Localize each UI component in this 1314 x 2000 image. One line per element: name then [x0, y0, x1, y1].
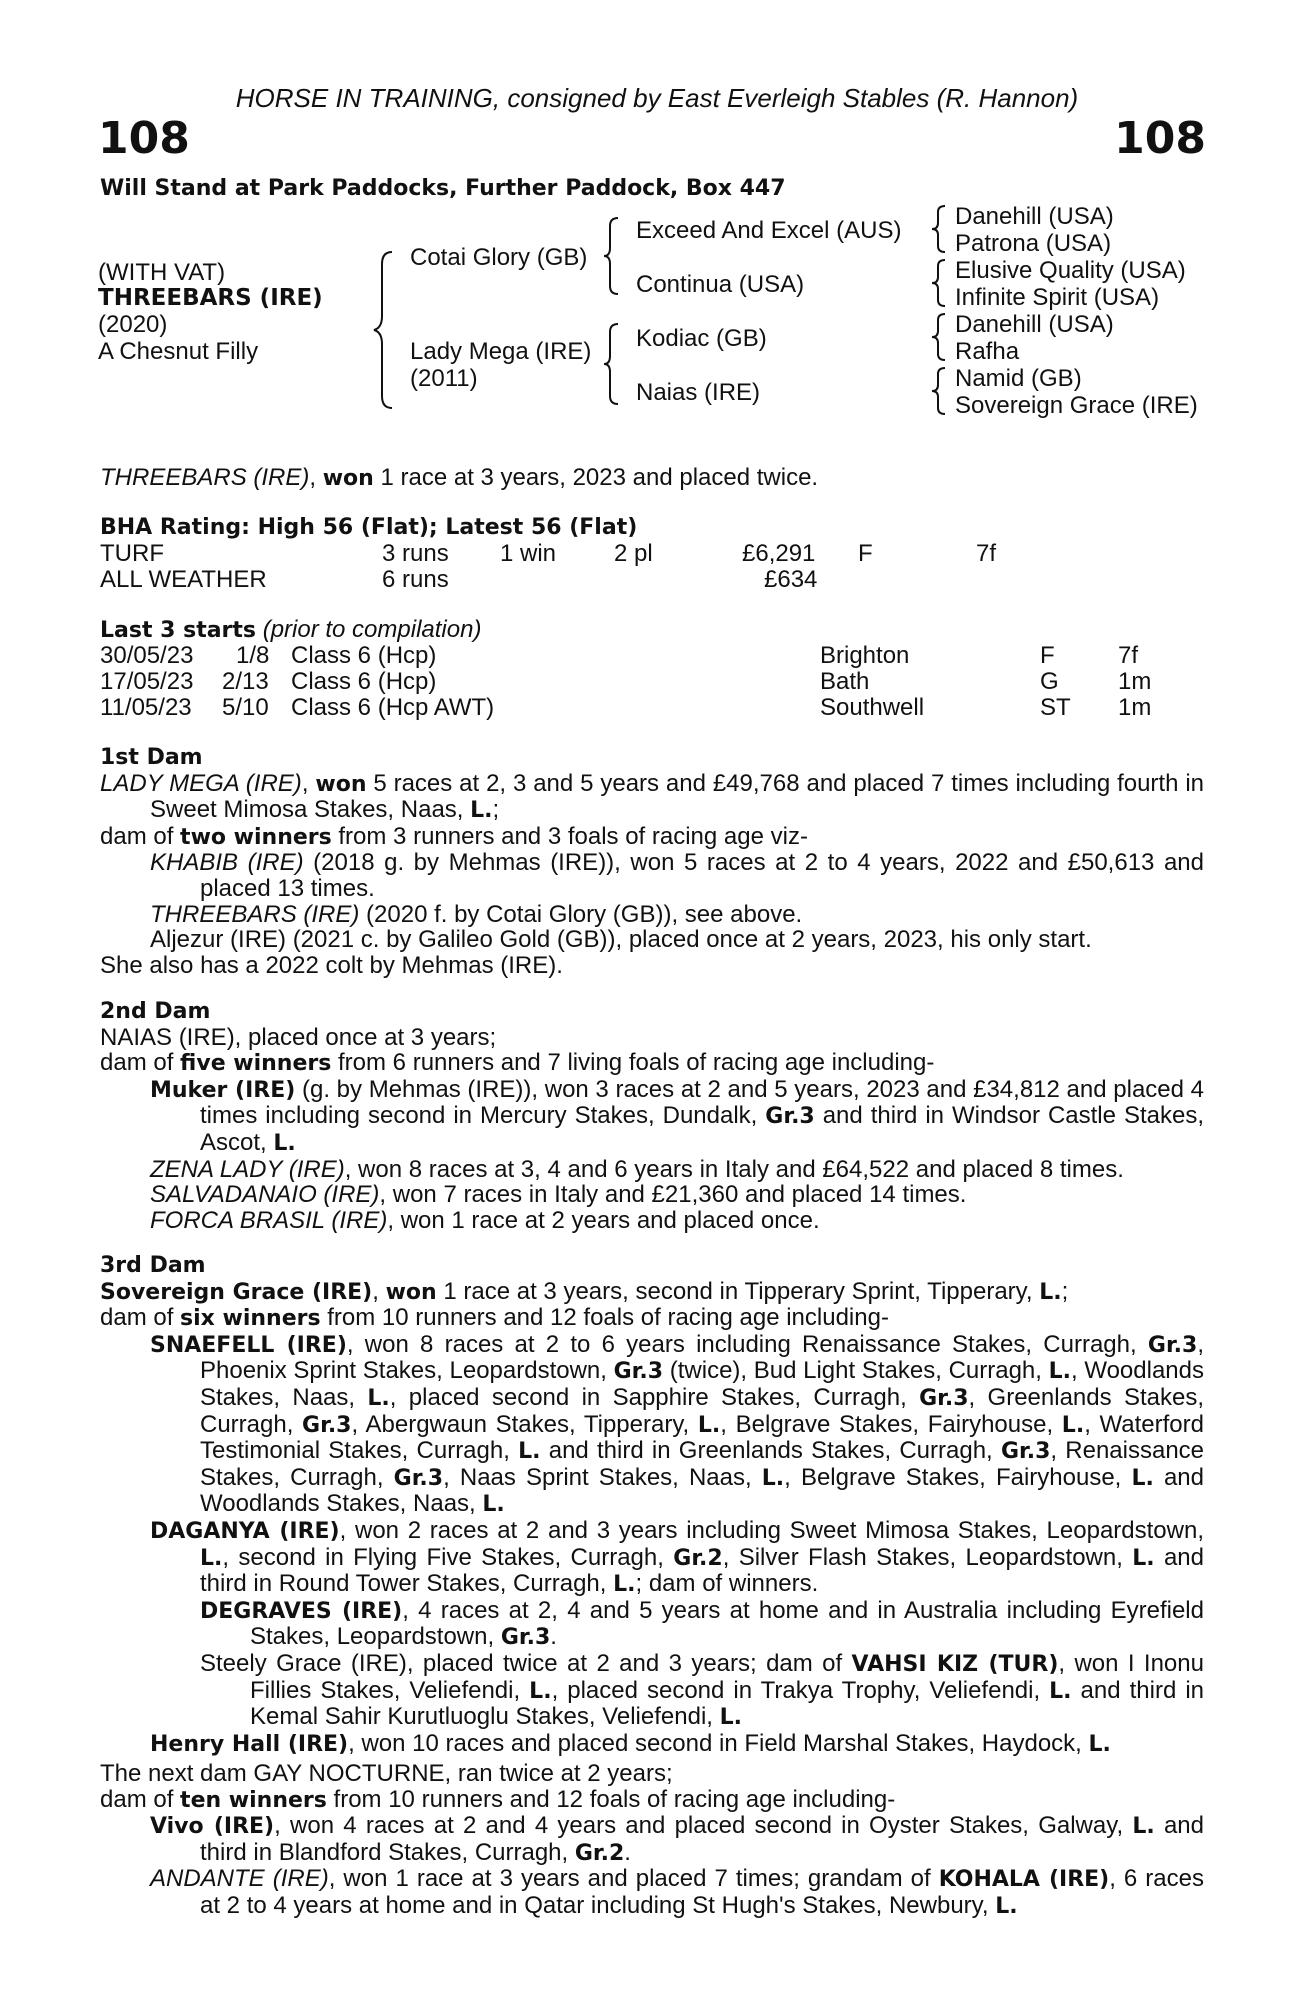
produce-name: ZENA LADY (IRE): [150, 1155, 345, 1183]
second-dam-produce: [100, 1050, 1204, 1077]
sep: ,: [372, 1277, 386, 1305]
start-1-going: F: [1040, 642, 1055, 669]
horse-year: (2020): [98, 311, 168, 338]
winners-count: two winners: [180, 824, 332, 850]
second-dam-record: NAIAS (IRE), placed once at 3 years;: [100, 1023, 497, 1051]
start-3-dist: 1m: [1118, 694, 1152, 721]
winners-count: ten winners: [180, 1787, 327, 1813]
race-grade: Gr.3: [765, 1104, 815, 1130]
produce-degraves: [100, 1598, 1204, 1651]
g: L.: [995, 1893, 1018, 1919]
produce-text: from 3 runners and 3 foals of racing age viz-: [331, 822, 808, 850]
second-dam-section: [100, 999, 1204, 1233]
t: and third in Blandford Stakes, Curragh,: [200, 1812, 1205, 1866]
record-text: 1 race at 3 years, second in Tipperary Sprint, Tipperary,: [436, 1277, 1040, 1305]
lot-number-right: 108: [1114, 113, 1206, 164]
pedigree-brace-main: [370, 250, 398, 410]
first-dam-note: She also has a 2022 colt by Mehmas (IRE).: [100, 951, 563, 979]
pedigree-brace-g3: [928, 312, 950, 362]
next-dam-record: The next dam GAY NOCTURNE, ran twice at 2 years;: [100, 1760, 673, 1787]
t: .: [624, 1838, 631, 1866]
horse-description: A Chesnut Filly: [98, 338, 259, 365]
start-1-pos: 1/8: [236, 642, 270, 669]
rating-aw-prize: £634: [764, 566, 818, 593]
g: Gr.3: [393, 1465, 444, 1491]
start-2-class: Class 6 (Hcp): [291, 668, 437, 695]
t: , won 8 races at 2 to 6 years including Renaissance Stakes, Curragh,: [346, 1330, 1148, 1358]
pedigree-dsd: Rafha: [955, 338, 1020, 365]
start-2-course: Bath: [820, 668, 870, 695]
pedigree-brace-g2: [928, 258, 950, 308]
produce-snaefell: [100, 1332, 1204, 1518]
produce-name: SNAEFELL (IRE): [150, 1332, 347, 1358]
last-starts-title: Last 3 starts: [100, 618, 257, 643]
last-starts-note: (prior to compilation): [262, 616, 482, 643]
produce-name: Muker (IRE): [150, 1077, 296, 1103]
produce-andante: [100, 1866, 1204, 1919]
produce-name: FORCA BRASIL (IRE): [150, 1206, 388, 1234]
start-1-class: Class 6 (Hcp): [291, 642, 437, 669]
t: , Waterford Testimonial Stakes, Curragh,: [200, 1410, 1204, 1465]
produce-name: SALVADANAIO (IRE): [150, 1181, 380, 1209]
produce-forca-brasil: [100, 1208, 1204, 1234]
t: and third in Round Tower Stakes, Curragh,: [200, 1543, 1205, 1598]
t: , Naas Sprint Stakes, Naas,: [443, 1463, 762, 1491]
pedigree-dds: Namid (GB): [955, 365, 1082, 392]
vat-status: (WITH VAT): [98, 259, 226, 286]
pedigree-sss: Danehill (USA): [955, 203, 1114, 230]
pedigree-dss: Danehill (USA): [955, 311, 1114, 338]
race-grade: L.: [1039, 1279, 1062, 1305]
dam-of: dam of: [100, 822, 181, 850]
t: , Abergwaun Stakes, Tipperary,: [351, 1410, 698, 1438]
t: , Belgrave Stakes, Fairyhouse,: [784, 1463, 1132, 1491]
t: Steely Grace (IRE), placed twice at 2 and 3 years; dam of: [200, 1649, 852, 1677]
sep: ,: [301, 769, 316, 797]
next-dam-section: [100, 1761, 1204, 1920]
start-3-class: Class 6 (Hcp AWT): [291, 694, 495, 721]
produce-salvadanaio: [100, 1182, 1204, 1208]
winners-count: five winners: [180, 1051, 332, 1077]
produce-muker: [100, 1077, 1204, 1157]
pedigree-brace-g4: [928, 366, 950, 416]
t: , second in Flying Five Stakes, Curragh,: [222, 1543, 674, 1571]
pedigree-sire: Cotai Glory (GB): [410, 244, 588, 271]
g: Gr.2: [673, 1545, 723, 1571]
start-1-dist: 7f: [1118, 642, 1139, 669]
rating-turf-wins: 1 win: [500, 540, 557, 567]
sep: ;: [1061, 1277, 1069, 1305]
pedigree-brace-g1: [928, 204, 950, 254]
t: , 6 races at 2 to 4 years at home and in Qatar including St Hugh's Stakes, Newbury,: [200, 1865, 1204, 1919]
produce-text: , won 8 races at 3, 4 and 6 years in Italy and £64,522 and placed 8 times.: [344, 1155, 1124, 1183]
g: L.: [200, 1545, 223, 1571]
g: L.: [719, 1705, 742, 1731]
start-2-dist: 1m: [1118, 668, 1152, 695]
pedigree-ssd: Patrona (USA): [955, 230, 1112, 257]
produce-name: DAGANYA (IRE): [150, 1518, 340, 1544]
rating-turf-runs: 3 runs: [382, 540, 449, 567]
produce-text: from 6 runners and 7 living foals of racing age including-: [331, 1049, 935, 1077]
produce-name: DEGRAVES (IRE): [200, 1598, 403, 1624]
summary-rest: 1 race at 3 years, 2023 and placed twice.: [373, 464, 819, 491]
t: , won 4 races at 2 and 4 years and placed second in Oyster Stakes, Galway,: [274, 1812, 1133, 1840]
pedigree-sire-dam: Continua (USA): [636, 271, 805, 298]
produce-name: KHABIB (IRE): [150, 849, 304, 877]
produce-name: Vivo (IRE): [150, 1814, 275, 1840]
rating-aw-surface: ALL WEATHER: [100, 566, 267, 593]
g: L.: [697, 1412, 721, 1438]
t: , won 1 race at 3 years and placed 7 times; grandam of: [328, 1865, 939, 1893]
t: , Belgrave Stakes, Fairyhouse,: [720, 1410, 1062, 1438]
horse-name: THREEBARS (IRE): [98, 285, 323, 311]
rating-turf-dist: 7f: [976, 540, 997, 567]
dam-name: Sovereign Grace (IRE): [100, 1279, 373, 1305]
produce-threebars: [100, 902, 1204, 928]
t: , won I Inonu Fillies Stakes, Veliefendi,: [250, 1649, 1204, 1704]
third-dam-heading: 3rd Dam: [100, 1253, 206, 1278]
t: and third in Kemal Sahir Kurutluoglu Stakes, Veliefendi,: [250, 1676, 1204, 1731]
dam-of: dam of: [100, 1049, 181, 1077]
g: L.: [761, 1465, 785, 1491]
dam-of: dam of: [100, 1304, 181, 1332]
pedigree-brace-dam: [600, 322, 624, 406]
g: L.: [1131, 1465, 1154, 1491]
rating-aw-runs: 6 runs: [382, 566, 449, 593]
produce-daganya: [100, 1518, 1204, 1598]
pedigree-dam-sire: Kodiac (GB): [636, 325, 767, 352]
t: , 4 races at 2, 4 and 5 years at home and in Australia including Eyrefield Stakes, Leopardstown,: [250, 1596, 1204, 1651]
first-dam-record: [100, 771, 1204, 824]
start-3-date: 11/05/23: [100, 694, 192, 721]
first-dam-section: [100, 745, 1204, 978]
produce-text: from 10 runners and 12 foals of racing age including-: [320, 1304, 889, 1332]
produce-text: (g. by Mehmas (IRE)), won 3 races at 2 and 5 years, 2023 and £34,812 and placed 4 times including second in Mercury Stakes, Dundalk,: [200, 1075, 1205, 1130]
g: Gr.3: [919, 1385, 969, 1411]
produce-name: THREEBARS (IRE): [150, 900, 360, 928]
third-dam-produce: [100, 1305, 1204, 1332]
start-3-going: ST: [1040, 694, 1071, 721]
produce-aljezur: Aljezur (IRE) (2021 c. by Galileo Gold (GB)), placed once at 2 years, 2023, his only start.: [150, 926, 1092, 954]
start-3-pos: 5/10: [222, 694, 269, 721]
g: L.: [367, 1385, 390, 1411]
rating-turf-going: F: [858, 540, 873, 567]
pedigree-dam: Lady Mega (IRE): [410, 338, 592, 365]
produce-name: ANDANTE (IRE): [150, 1865, 329, 1893]
produce-steely-grace: [100, 1651, 1204, 1731]
t: , Greenlands Stakes, Curragh,: [200, 1383, 1204, 1438]
produce-text: (2018 g. by Mehmas (IRE)), won 5 races at 2 to 4 years, 2022 and £50,613 and placed 13 times.: [200, 849, 1204, 902]
won-label: won: [385, 1279, 437, 1305]
g: Gr.3: [1000, 1439, 1051, 1465]
g: L.: [1132, 1814, 1155, 1840]
start-1-date: 30/05/23: [100, 642, 194, 669]
page-header-title: HORSE IN TRAINING, consigned by East Everleigh Stables (R. Hannon): [235, 83, 1079, 113]
lot-number-left: 108: [98, 113, 190, 164]
rating-turf-prize: £6,291: [742, 540, 816, 567]
start-3-course: Southwell: [820, 694, 925, 721]
g: Gr.3: [613, 1359, 664, 1385]
g: L.: [529, 1678, 552, 1704]
t: , Phoenix Sprint Stakes, Leopardstown,: [200, 1330, 1204, 1385]
g: L.: [613, 1572, 636, 1598]
race-grade: L.: [470, 798, 493, 824]
produce-name: Henry Hall (IRE): [150, 1731, 349, 1757]
winners-count: six winners: [180, 1306, 321, 1332]
g: Gr.3: [302, 1412, 352, 1438]
produce-text: , won 7 races in Italy and £21,360 and placed 14 times.: [379, 1181, 967, 1209]
t: ; dam of winners.: [635, 1570, 819, 1598]
produce-name: KOHALA (IRE): [938, 1867, 1110, 1893]
g: Gr.2: [574, 1840, 625, 1866]
pedigree-brace-sire: [600, 216, 624, 296]
first-dam-produce: [100, 824, 1204, 851]
last-starts-heading: [100, 617, 481, 644]
start-2-pos: 2/13: [222, 668, 269, 695]
rating-turf-placed: 2 pl: [614, 540, 653, 567]
won-label: won: [315, 771, 367, 797]
g: Gr.3: [500, 1625, 551, 1651]
third-dam-section: [100, 1253, 1204, 1757]
t: , placed second in Trakya Trophy, Veliefendi,: [551, 1676, 1050, 1704]
produce-name: VAHSI KIZ (TUR): [851, 1651, 1059, 1677]
start-2-going: G: [1040, 668, 1059, 695]
g: L.: [1132, 1545, 1155, 1571]
third-dam-record: [100, 1279, 1204, 1306]
next-dam-produce: [100, 1787, 1204, 1814]
summary-horse-name: THREEBARS (IRE): [100, 464, 310, 491]
rating-heading: BHA Rating: High 56 (Flat); Latest 56 (Flat): [100, 515, 638, 540]
record-text: 5 races at 2, 3 and 5 years and £49,768 and placed 7 times including fourth in Sweet Mimosa Stakes, Naas,: [150, 769, 1205, 824]
produce-zena-lady: [100, 1157, 1204, 1183]
start-1-course: Brighton: [820, 642, 910, 669]
dam-name: LADY MEGA (IRE): [100, 769, 302, 797]
pedigree-dam-dam: Naias (IRE): [636, 379, 761, 406]
rating-turf-surface: TURF: [100, 540, 164, 567]
g: L.: [1048, 1359, 1072, 1385]
g: L.: [1088, 1731, 1111, 1757]
t: , won 10 races and placed second in Field Marshal Stakes, Haydock,: [348, 1729, 1089, 1757]
g: Gr.3: [1147, 1332, 1198, 1358]
g: L.: [518, 1439, 541, 1465]
g: L.: [1049, 1678, 1072, 1704]
t: .: [550, 1623, 557, 1651]
summary-won: won: [322, 466, 374, 491]
second-dam-heading: 2nd Dam: [100, 999, 211, 1024]
g: L.: [1061, 1412, 1085, 1438]
t: , Woodlands Stakes, Naas,: [200, 1357, 1204, 1411]
pedigree-sdd: Infinite Spirit (USA): [955, 284, 1160, 311]
produce-khabib: [100, 850, 1204, 901]
produce-vivo: [100, 1813, 1204, 1866]
t: , Silver Flash Stakes, Leopardstown,: [722, 1543, 1133, 1571]
t: , Renaissance Stakes, Curragh,: [200, 1437, 1205, 1491]
produce-text: (2020 f. by Cotai Glory (GB)), see above.: [359, 900, 803, 928]
g: L.: [482, 1492, 505, 1518]
t: , placed second in Sapphire Stakes, Curragh,: [389, 1383, 920, 1411]
produce-henry-hall: [100, 1731, 1204, 1758]
sep: ;: [492, 796, 500, 824]
t: and third in Greenlands Stakes, Curragh,: [540, 1437, 1001, 1465]
produce-text: and third in Windsor Castle Stakes, Ascot,: [200, 1102, 1204, 1156]
dam-of: dam of: [100, 1785, 181, 1813]
stable-location: Will Stand at Park Paddocks, Further Paddock, Box 447: [100, 176, 786, 201]
t: (twice), Bud Light Stakes, Curragh,: [663, 1357, 1049, 1385]
pedigree-sire-sire: Exceed And Excel (AUS): [636, 217, 902, 244]
first-dam-heading: 1st Dam: [100, 745, 203, 770]
pedigree-dam-year: (2011): [410, 365, 478, 392]
race-grade: L.: [273, 1130, 296, 1156]
race-summary: THREEBARS (IRE), won 1 race at 3 years, 2023 and placed twice.: [100, 464, 819, 491]
t: , won 2 races at 2 and 3 years including Sweet Mimosa Stakes, Leopardstown,: [339, 1516, 1204, 1544]
start-2-date: 17/05/23: [100, 668, 194, 695]
produce-text: , won 1 race at 2 years and placed once.: [387, 1206, 820, 1234]
t: and Woodlands Stakes, Naas,: [200, 1463, 1204, 1518]
pedigree-sds: Elusive Quality (USA): [955, 257, 1186, 284]
pedigree-ddd: Sovereign Grace (IRE): [955, 392, 1198, 419]
produce-text: from 10 runners and 12 foals of racing age including-: [326, 1785, 896, 1813]
